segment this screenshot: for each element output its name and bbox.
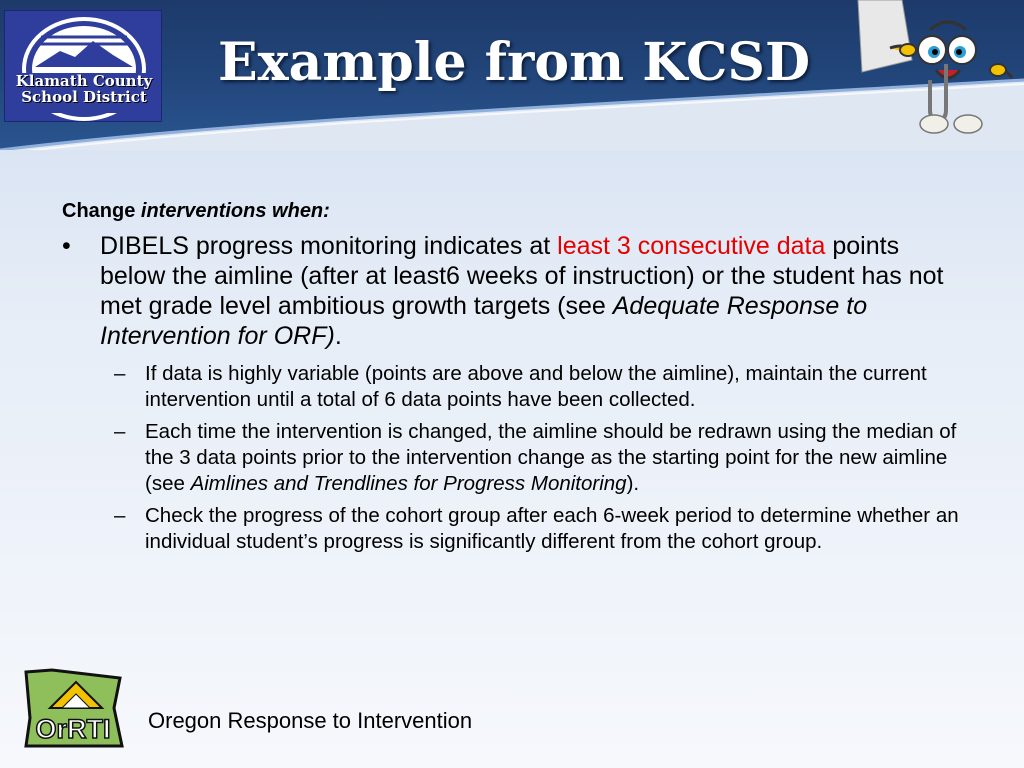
bullet-text1: DIBELS progress monitoring indicates at — [100, 232, 558, 260]
sub-bullet-2-tail: ). — [626, 472, 640, 495]
kcsd-logo-emblem — [5, 11, 163, 123]
logo-line2: School District — [21, 88, 147, 106]
slide-content — [62, 200, 962, 555]
kcsd-logo — [4, 10, 162, 122]
main-bullet — [62, 231, 962, 351]
dash-icon: – — [114, 362, 126, 385]
bullet-text2: points below the aimline (after at least6 weeks of instruction) or the student has not met grade level ambitious growth targets (see — [100, 232, 944, 320]
logo-line1: Klamath County — [15, 72, 153, 90]
page-title: Example from KCSD — [218, 32, 811, 93]
dash-icon: – — [114, 504, 126, 527]
sub-bullet-2-emphasis: Aimlines and Trendlines for Progress Monitoring — [190, 472, 627, 495]
sub-bullet-3 — [62, 503, 962, 555]
paperclip-mascot-icon — [850, 0, 1024, 140]
sub-bullet-2-text: Each time the intervention is changed, the aimline should be redrawn using the median of the 3 data points prior to the intervention change as the starting point for the new aimline (see — [145, 420, 957, 495]
oregon-map-icon — [22, 668, 124, 750]
footer-text: Oregon Response to Intervention — [148, 708, 473, 733]
bullet-emphasis: Adequate Response to Intervention for ORF) — [100, 292, 868, 350]
bullet-dot-icon: • — [62, 232, 71, 260]
footer-logo-text: OrRTI — [35, 714, 111, 744]
bullet-text3: . — [334, 322, 342, 350]
sub-bullet-1 — [62, 361, 962, 413]
heading-emphasis: interventions when: — [140, 200, 330, 222]
content-heading — [62, 200, 962, 223]
logo-text — [5, 73, 163, 105]
dash-icon: – — [114, 420, 126, 443]
sub-bullet-2 — [62, 419, 962, 497]
heading-prefix: Change — [62, 200, 141, 222]
sub-bullet-1-text: If data is highly variable (points are above and below the aimline), maintain the current intervention until a total of 6 data points have been collected. — [145, 362, 927, 411]
bullet-highlight: least 3 consecutive data — [557, 232, 826, 260]
sub-bullet-3-text: Check the progress of the cohort group after each 6-week period to determine whether an individual student’s progress is significantly different from the cohort group. — [145, 504, 959, 553]
